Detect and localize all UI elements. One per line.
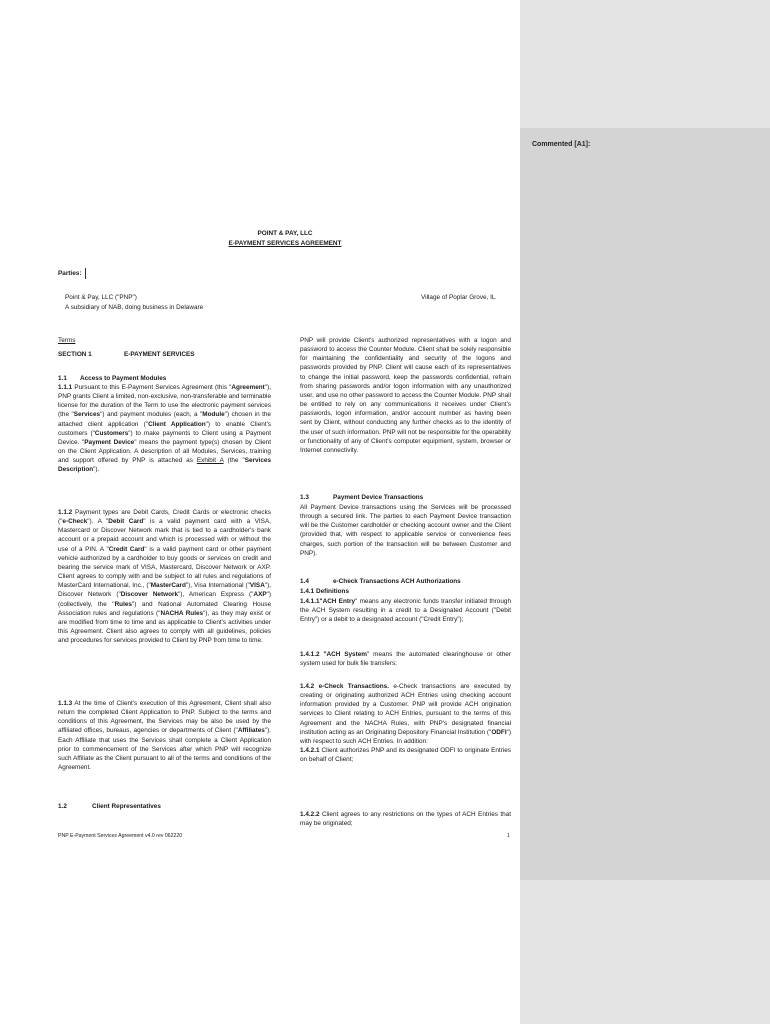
paragraph-1-4-2: 1.4.2 e-Check Transactions. e-Check transactions are executed by creating or originating authorized ACH Entries using checking account information provided by a Customer. PNP will provide ACH origination services to Client relating to ACH Entries, pursuant to the terms of this Agreement and the NACHA Rules, with PNP's designated financial institution acting as an Originating Depository Financial Institution ("ODFI") with respect to such ACH Entries. In addition: 1.4.2.1 Client authorizes PNP and its designated ODFI to originate Entries on behalf of Client; — [300, 683, 512, 764]
company-heading: POINT & PAY, LLC — [257, 230, 313, 237]
paragraph-1-4-1-2: 1.4.1.2 "ACH System" means the automated clearinghouse or other system used for bulk file transfers; — [300, 651, 511, 668]
footer-doc-id: PNP E-Payment Services Agreement v4.0 rev 062220 — [58, 833, 183, 839]
comment-author-label: Commented [A1]: — [532, 141, 591, 148]
footer-page-number: 1 — [507, 833, 510, 839]
section-1-2-title: Client Representatives — [92, 803, 161, 810]
agreement-title: E-PAYMENT SERVICES AGREEMENT — [228, 240, 342, 247]
section-1-4-1-heading: 1.4.1 Definitions — [300, 588, 350, 595]
section-1-4-title: e-Check Transactions ACH Authorizations — [333, 578, 461, 585]
party2-name: Village of Poplar Grove, IL — [421, 294, 496, 301]
section-1-1-title: Access to Payment Modules — [80, 375, 167, 382]
paragraph-1-1-2: 1.1.2 Payment types are Debit Cards, Credit Cards or electronic checks ("e-Check"). A "Debit Card" is a valid payment card with a VISA, Mastercard or Discover Network mark that is tied to a cardholder's bank account or a prepaid account and which is processed with or without the use of a PIN. A "Credit Card" is a valid payment card or other payment vehicle authorized by a cardholder to buy goods or services on credit and bearing the service mark of VISA, Mastercard, Discover Network or AXP. Client agrees to comply with and be subject to all rules and regulations of MasterCard International, Inc., ("MasterCard"), Visa International ("VISA"), Discover Network ("Discover Network"), American Express ("AXP") (collectively, the "Rules") and National Automated Clearing House Association rules and regulations ("NACHA Rules"), as they may exist or are modified from time to time and as applicable to Client's activities under this Agreement. Client also agrees to comply with all guidelines, policies and procedures for services provided to Client by PNP from time to time. — [58, 509, 271, 645]
section-1-number: SECTION 1 — [58, 351, 92, 358]
paragraph-1-4-2-2: 1.4.2.2 Client agrees to any restrictions on the types of ACH Entries that may be originated; — [300, 811, 511, 828]
party1-description: A subsidiary of NAB, doing business in Delaware — [65, 304, 204, 311]
parties-label: Parties: — [58, 270, 82, 277]
section-1-3-title: Payment Device Transactions — [333, 494, 424, 501]
paragraph-logon: PNP will provide Client's authorized representatives with a logon and password to access the Counter Module. Client shall be solely responsible for maintaining the confidentiality and security of the logons and passwords provided by PNP. Client will cause each of its representatives to change the initial password, keep the passwords confidential, refrain from sharing passwords and/or logon information with any unauthorized user, and use no other password to access the Counter Module. PNP shall be entitled to rely on any communications it receives under Client's passwords, logon information, and/or account number as having been sent by Client, without conducting any further checks as to the identity of the user of such information. PNP will not be responsible for the operability or functionality of any of Client's computer equipment, system, browser or Internet connectivity. — [300, 337, 511, 454]
paragraph-1-1-3: 1.1.3 At the time of Client's execution of this Agreement, Client shall also return the completed Client Application to PNP. Subject to the terms and conditions of this Agreement, the Services may be also be used by the affiliated offices, bureaus, agencies or departments of Client ("Affiliates"). Each Affiliate that uses the Services shall complete a Client Application prior to commencement of the Services after which PNP will recognize such Affiliate as the Client pursuant to all of the terms and conditions of the Agreement. — [58, 700, 271, 772]
comment-balloon[interactable] — [520, 128, 770, 880]
party1-name: Point & Pay, LLC ("PNP") — [65, 294, 137, 301]
terms-heading: Terms — [58, 337, 76, 344]
paragraph-1-1-1: 1.1.1 Pursuant to this E-Payment Services Agreement (this "Agreement"), PNP grants Client a limited, non-exclusive, non-transferable and terminable license for the duration of the Term to use the electronic payment services (the "Services") and payment modules (each, a "Module") chosen in the attached client application ("Client Application") to enable Client's customers ("Customers") to make payments to Client using a Payment Device. "Payment Device" means the payment type(s) chosen by Client on the Client Application. A description of all Modules, Services, training and support offered by PNP is attached as Exhibit A (the "Services Description"). — [58, 384, 272, 474]
paragraph-1-3: All Payment Device transactions using the Services will be processed through a secured link. The parties to each Payment Device transaction will be the Customer cardholder or checking account owner and the Client (provided that, with respect to applicable service or convenience fees charges, such portion of the transaction will be between Customer and PNP). — [300, 504, 511, 557]
section-1-3-number: 1.3 — [300, 494, 309, 501]
section-1-title: E-PAYMENT SERVICES — [124, 351, 195, 358]
section-1-2-number: 1.2 — [58, 803, 67, 810]
section-1-4-number: 1.4 — [300, 578, 309, 585]
paragraph-1-4-1-1: 1.4.1.1"ACH Entry" means any electronic funds transfer initiated through the ACH System resulting in a credit to a Designated Account ("Debit Entry") or a debit to a designated account ("Credit Entry"); — [300, 598, 511, 624]
section-1-1-number: 1.1 — [58, 375, 67, 382]
text-cursor — [85, 268, 86, 279]
